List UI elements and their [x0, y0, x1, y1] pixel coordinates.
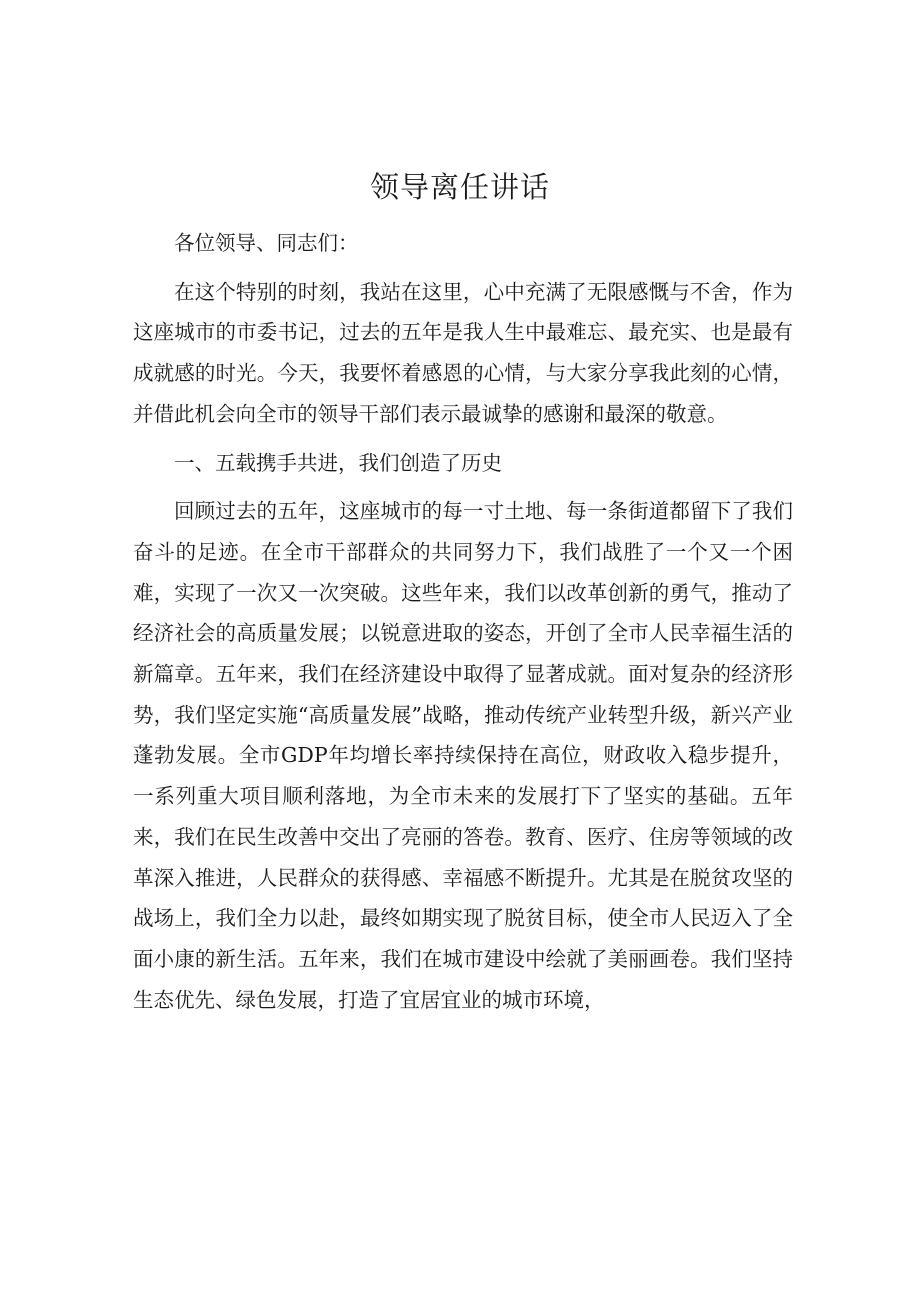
paragraph-intro: 在这个特别的时刻，我站在这里，心中充满了无限感慨与不舍，作为这座城市的市委书记，过去的五年是我人生中最难忘、最充实、也是最有成就感的时光。今天，我要怀着感恩的心情，与大家分享我此刻的心情，并借此机会向全市的领导干部们表示最诚挚的感谢和最深的敬意。: [133, 279, 793, 426]
document-title: 领导离任讲话: [369, 170, 550, 204]
section-heading-1: 一、五载携手共进，我们创造了历史: [174, 450, 502, 475]
paragraph-review: 回顾过去的五年，这座城市的每一寸土地、每一条街道都留下了我们奋斗的足迹。在全市干部群众的共同努力下，我们战胜了一个又一个困难，实现了一次又一次突破。这些年来，我们以改革创新的勇气，推动了经济社会的高质量发展；以锐意进取的姿态，开创了全市人民幸福生活的新篇章。五年来，我们在经济建设中取得了显著成就。面对复杂的经济形势，我们坚定实施“高质量发展”战略，推动传统产业转型升级，新兴产业蓬勃发展。全市GDP年均增长率持续保持在高位，财政收入稳步提升，一系列重大项目顺利落地，为全市未来的发展打下了坚实的基础。五年来，我们在民生改善中交出了亮丽的答卷。教育、医疗、住房等领域的改革深入推进，人民群众的获得感、幸福感不断提升。尤其是在脱贫攻坚的战场上，我们全力以赴，最终如期实现了脱贫目标，使全市人民迈入了全面小康的新生活。五年来，我们在城市建设中绘就了美丽画卷。我们坚持生态优先、绿色发展，打造了宜居宜业的城市环境，: [133, 499, 793, 1012]
document-body: [133, 223, 793, 1028]
salutation: 各位领导、同志们：: [174, 231, 359, 255]
